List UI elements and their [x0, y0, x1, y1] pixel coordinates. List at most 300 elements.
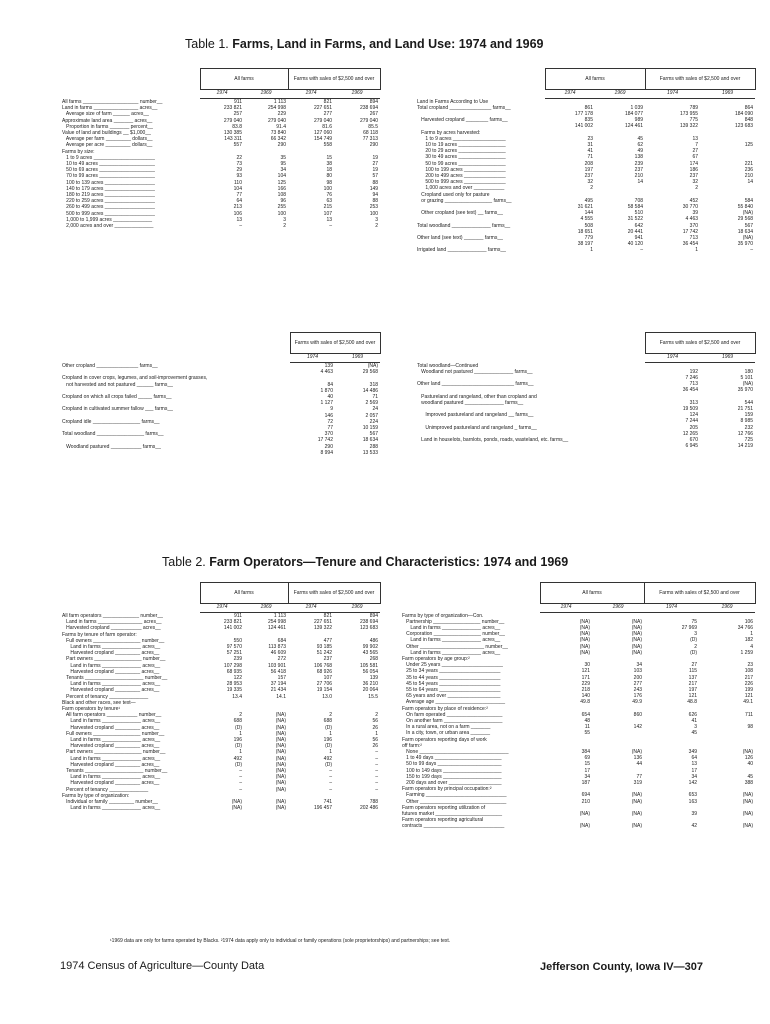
- row-value: 85.5: [368, 123, 379, 130]
- row-value: 4 555: [580, 216, 593, 223]
- row-value: 110: [234, 179, 242, 186]
- row-label: Harvested cropland ________ farms__: [417, 117, 508, 124]
- row-value: 174: [689, 160, 699, 167]
- row-value: 821: [323, 613, 333, 619]
- row-value: 142: [688, 779, 698, 786]
- row-value: 288: [369, 443, 379, 450]
- row-value: 5 101: [740, 374, 754, 381]
- col-all-farms: All farms: [545, 69, 645, 90]
- row-value: 14: [637, 179, 644, 186]
- row-value: 279 040: [267, 117, 287, 124]
- row-value: 17 742: [317, 437, 333, 444]
- row-value: 46 609: [270, 650, 287, 657]
- row-value: 98: [326, 179, 333, 186]
- row-value: (NA): [275, 737, 287, 744]
- row-value: 860: [633, 711, 643, 718]
- row-value: 584: [744, 197, 754, 204]
- row-value: 56 418: [270, 668, 287, 675]
- row-value: 725: [744, 436, 754, 443]
- row-value: 272: [277, 656, 287, 663]
- row-value: (D): [325, 761, 333, 768]
- row-value: 73 840: [270, 130, 287, 137]
- row-value: 848: [744, 117, 754, 124]
- row-value: 29 568: [737, 216, 754, 223]
- row-value: (NA): [631, 811, 643, 817]
- row-value: (NA): [579, 624, 590, 631]
- row-label: Percent of tenancy ______________: [62, 786, 149, 793]
- row-label: Improved pastureland and rangeland __ farms__: [417, 412, 534, 419]
- row-value: 492: [323, 755, 333, 762]
- row-value: 227 651: [313, 105, 333, 112]
- row-value: 62: [637, 141, 644, 148]
- row-label: 30 to 49 acres _________________: [417, 154, 506, 161]
- row-value: 186: [689, 166, 699, 173]
- row-value: 492: [233, 755, 242, 762]
- row-value: 163: [688, 798, 698, 805]
- row-label: 10 to 19 acres _________________: [417, 141, 506, 148]
- row-value: –: [239, 768, 242, 775]
- row-value: 626: [688, 711, 698, 718]
- row-value: (NA): [275, 799, 287, 806]
- row-value: 2: [695, 185, 699, 192]
- row-value: (NA): [742, 210, 754, 217]
- row-label: Woodland not pastured ______________ farms__: [417, 368, 533, 375]
- row-value: 653: [688, 792, 698, 799]
- row-value: (NA): [579, 631, 590, 638]
- row-value: (NA): [742, 792, 754, 799]
- row-value: 290: [369, 142, 379, 149]
- row-value: (NA): [631, 798, 643, 805]
- row-label: Land in farms ______________ acres__: [62, 644, 161, 651]
- table-row: [60, 805, 380, 811]
- row-value: 40: [327, 394, 333, 401]
- row-value: (NA): [231, 805, 242, 812]
- row-value: (NA): [631, 631, 643, 638]
- row-value: 233 821: [223, 619, 242, 626]
- row-value: 142: [633, 724, 643, 731]
- row-value: 2: [694, 643, 698, 650]
- row-value: 125: [744, 141, 754, 148]
- row-label: Farm operators by age group:²: [402, 655, 470, 662]
- row-value: (NA): [742, 234, 754, 241]
- row-value: 126: [744, 755, 754, 762]
- row-value: 88: [372, 198, 379, 205]
- row-label: or grazing _________________ farms__: [417, 197, 512, 204]
- row-label: 1,000 acres and over ___________: [417, 185, 505, 192]
- row-value: (D): [235, 743, 242, 750]
- row-label: Farm operators by tenure¹: [62, 706, 121, 713]
- row-value: (NA): [275, 749, 287, 756]
- row-label: 35 to 44 years ______________________: [402, 674, 501, 681]
- row-value: 861: [584, 104, 593, 111]
- row-value: 51 242: [316, 650, 333, 657]
- row-label: Harvested cropland _________ acres__: [62, 650, 160, 657]
- row-label: Land in farms ______________ acres__: [402, 637, 501, 644]
- row-value: –: [375, 761, 379, 768]
- row-label: 20 to 29 acres _________________: [417, 148, 506, 155]
- row-value: 34 766: [737, 624, 754, 631]
- row-value: 130 385: [223, 130, 242, 137]
- row-value: 64: [236, 198, 242, 205]
- row-value: –: [375, 755, 379, 762]
- table-row: [60, 450, 380, 456]
- row-value: 239: [634, 160, 644, 167]
- row-value: 7: [695, 141, 699, 148]
- row-value: 104: [277, 173, 287, 180]
- row-value: 49: [637, 148, 644, 155]
- row-value: 77: [636, 773, 643, 780]
- row-label: Approximate land area _______ acres__: [62, 117, 153, 124]
- row-value: 684: [277, 637, 287, 644]
- row-value: 15: [326, 154, 333, 161]
- year-row: 1974 1969: [415, 354, 755, 363]
- row-value: 36 210: [362, 681, 379, 688]
- row-value: 31: [587, 141, 593, 148]
- row-value: 708: [634, 197, 644, 204]
- row-value: (NA): [275, 786, 287, 793]
- row-value: 14: [747, 179, 754, 186]
- row-value: 27: [692, 148, 699, 155]
- row-value: 137: [688, 674, 698, 681]
- row-value: 217: [744, 674, 754, 681]
- row-value: 200: [633, 674, 643, 681]
- row-value: –: [375, 786, 379, 793]
- row-value: 72: [327, 418, 333, 425]
- row-label: Land in farms ______________ acres__: [402, 624, 501, 631]
- row-value: 45: [747, 773, 754, 780]
- row-value: 1: [750, 631, 754, 638]
- row-value: 237: [634, 166, 644, 173]
- row-value: 13.0: [322, 693, 333, 700]
- row-label: Average per acre _________ dollars__: [62, 142, 153, 149]
- row-value: 196 457: [313, 805, 333, 812]
- row-value: 55 840: [737, 203, 754, 210]
- row-label: Black and other races, see text—: [62, 699, 136, 706]
- row-value: 894: [369, 613, 379, 619]
- row-value: 1: [329, 730, 333, 737]
- row-value: 8 985: [740, 418, 754, 425]
- row-label: 500 to 999 acres _______________: [417, 179, 506, 186]
- table1-label: Table 1.: [185, 37, 229, 51]
- row-value: 237: [584, 172, 593, 179]
- row-label: Harvested cropland _________ acres__: [62, 724, 160, 731]
- row-value: 177 178: [574, 110, 593, 117]
- row-value: 23: [587, 135, 593, 142]
- row-value: (NA): [742, 798, 754, 805]
- row-value: 66 342: [270, 136, 287, 143]
- row-value: 121: [688, 693, 698, 700]
- row-label: Other _______________________ number__: [402, 643, 508, 650]
- row-label: Corporation _________________ number__: [402, 631, 505, 638]
- row-label: 100 to 139 acres __________________: [62, 179, 155, 186]
- table1-title-text: Farms, Land in Farms, and Land Use: 1974 and 1969: [232, 37, 544, 51]
- row-value: 29: [236, 167, 242, 174]
- row-label: Farms by tenure of farm operator:: [62, 631, 137, 638]
- row-value: 1: [239, 730, 242, 737]
- row-label: Harvested cropland _________ acres__: [62, 687, 160, 694]
- row-value: 121: [744, 693, 754, 700]
- row-value: 41: [587, 148, 593, 155]
- row-value: 23: [747, 662, 754, 669]
- row-value: 100: [369, 210, 379, 217]
- row-value: (NA): [631, 624, 643, 631]
- row-value: 32: [587, 179, 593, 186]
- row-label: Total cropland _______________ farms__: [417, 104, 511, 111]
- row-value: 1 113: [273, 99, 287, 105]
- row-value: 277: [323, 111, 333, 118]
- row-value: 21 434: [270, 687, 287, 694]
- row-value: 741: [323, 799, 333, 806]
- row-label: All farm operators _____________ number__: [62, 612, 163, 619]
- row-value: 205: [689, 424, 698, 431]
- row-value: 39: [691, 811, 698, 817]
- row-value: 670: [689, 436, 698, 443]
- row-value: 19 154: [316, 687, 333, 694]
- row-label: woodland pastured ______________ farms__: [417, 399, 524, 406]
- row-label: Cropland idle _________________ farms__: [62, 418, 160, 425]
- col-sales: Farms with sales of $2,500 and over: [645, 333, 755, 354]
- row-label: Percent of tenancy ______________: [62, 693, 149, 700]
- row-value: (NA): [275, 761, 287, 768]
- col-all-farms: All farms: [200, 583, 288, 604]
- row-label: Harvested cropland _________ acres__: [62, 780, 160, 787]
- row-value: 139 322: [313, 625, 333, 632]
- row-value: 237: [689, 172, 699, 179]
- row-label: Land in farms ______________ acres__: [62, 718, 161, 725]
- table2-footnote: ¹1969 data are only for farms operated by Blacks. ²1974 data apply only to individual or family operations (sole proprietorships) and partnerships; see text.: [110, 938, 451, 944]
- row-value: 123 683: [734, 123, 754, 130]
- row-value: 3: [694, 724, 698, 731]
- row-label: All farms ____________________ number__: [62, 98, 163, 105]
- row-value: 4 463: [685, 216, 699, 223]
- row-value: 27: [372, 161, 379, 168]
- row-label: Farm operators by place of residence:²: [402, 705, 488, 712]
- row-value: 1 113: [273, 613, 287, 619]
- row-label: Part owners _________________ number__: [62, 656, 166, 663]
- row-value: 14 219: [737, 443, 754, 450]
- row-label: off farm:²: [402, 742, 422, 749]
- row-value: 243: [633, 686, 643, 693]
- row-value: 81.6: [322, 123, 333, 130]
- row-value: 139: [369, 675, 379, 682]
- row-value: 176: [633, 693, 643, 700]
- row-value: –: [375, 774, 379, 781]
- row-label: Irrigated land ______________ farms__: [417, 247, 506, 254]
- row-value: 279 040: [223, 117, 242, 124]
- row-value: –: [239, 786, 242, 793]
- row-value: 106: [233, 210, 242, 217]
- row-label: Land in farms ______________ acres__: [62, 805, 161, 812]
- row-value: 279 040: [359, 117, 379, 124]
- row-value: 835: [584, 117, 593, 124]
- row-value: 91.4: [276, 123, 287, 130]
- row-value: 77: [236, 192, 242, 199]
- row-value: 14 486: [362, 387, 379, 394]
- row-value: –: [329, 223, 333, 230]
- row-value: 208: [584, 160, 593, 167]
- row-value: 71: [372, 394, 379, 401]
- row-label: 70 to 99 acres ____________________: [62, 173, 155, 180]
- row-value: 17 742: [682, 228, 699, 235]
- row-value: 238 694: [359, 619, 379, 626]
- row-value: 56 054: [362, 668, 379, 675]
- row-value: (NA): [631, 643, 643, 650]
- row-value: 56: [372, 718, 379, 725]
- row-value: 68 926: [316, 668, 333, 675]
- row-value: 349: [688, 748, 698, 755]
- row-value: 108: [277, 192, 287, 199]
- row-value: 544: [744, 399, 754, 406]
- row-value: 17: [691, 767, 698, 774]
- row-value: 49.1: [743, 699, 754, 706]
- row-value: 197: [688, 686, 698, 693]
- row-value: 197: [584, 166, 593, 173]
- row-value: 28 953: [226, 681, 242, 688]
- row-value: 83.8: [232, 123, 242, 130]
- row-label: Other cropland (see text) __ farms__: [417, 210, 503, 217]
- table2-title: [162, 555, 568, 569]
- row-value: 15.5: [368, 693, 379, 700]
- row-value: 36 454: [682, 387, 698, 394]
- row-label: Harvested cropland _________ acres__: [62, 761, 160, 768]
- row-value: 788: [369, 799, 379, 806]
- row-value: 38 197: [577, 241, 593, 248]
- row-label: 220 to 259 acres __________________: [62, 198, 155, 205]
- row-value: 567: [744, 222, 754, 229]
- row-value: 2: [590, 185, 593, 192]
- row-value: 237: [323, 656, 333, 663]
- row-value: (NA): [275, 755, 287, 762]
- row-value: 48.8: [687, 699, 698, 706]
- row-label: Part owners _________________ number__: [62, 749, 166, 756]
- row-label: futures market ________________________: [402, 811, 503, 817]
- row-value: –: [239, 780, 242, 787]
- row-value: 27 969: [681, 624, 698, 631]
- table1-left-upper: [60, 68, 381, 229]
- row-value: 136: [633, 755, 643, 762]
- row-value: 713: [689, 381, 698, 388]
- row-value: 141 002: [223, 625, 242, 632]
- row-value: 180: [744, 368, 754, 375]
- row-label: Partnership _________________ number__: [402, 618, 505, 625]
- row-label: Farm operators by principal occupation:²: [402, 786, 492, 793]
- year-row: 1974 1969 1974 1969: [60, 604, 380, 613]
- row-label: Farms by type of organization:: [62, 792, 130, 799]
- row-label: On another farm _____________________: [402, 717, 503, 724]
- row-value: 254 998: [267, 619, 287, 626]
- row-value: (NA): [275, 724, 287, 731]
- row-label: Farming _____________________________: [402, 792, 507, 799]
- row-label: 140 to 179 acres __________________: [62, 185, 155, 192]
- row-value: 1 870: [320, 387, 333, 394]
- row-value: 57 251: [226, 650, 242, 657]
- row-label: None ________________________________: [402, 748, 509, 755]
- row-value: 713: [689, 234, 699, 241]
- row-value: 93 185: [316, 644, 333, 651]
- row-value: 100: [323, 185, 333, 192]
- row-label: 1 to 49 days ________________________: [402, 755, 502, 762]
- table2-label: Table 2.: [162, 555, 206, 569]
- row-value: (NA): [367, 363, 379, 369]
- row-value: (NA): [231, 799, 242, 806]
- row-value: 495: [584, 197, 593, 204]
- row-value: 184 077: [624, 110, 644, 117]
- row-value: 217: [688, 680, 698, 687]
- row-label: Cropland used only for pasture: [417, 191, 490, 198]
- row-value: 694: [581, 792, 590, 799]
- row-value: 30 770: [682, 203, 699, 210]
- row-value: 2: [239, 712, 242, 719]
- row-value: 124: [689, 412, 698, 419]
- row-label: 1,000 to 1,999 acres ______________: [62, 216, 153, 223]
- row-value: 63: [326, 198, 333, 205]
- row-value: (D): [690, 637, 698, 644]
- row-value: 108: [744, 668, 754, 675]
- row-value: 143 311: [224, 136, 242, 143]
- row-value: 22: [236, 154, 242, 161]
- row-label: 260 to 499 acres __________________: [62, 204, 155, 211]
- row-label: Tenants _____________________ number__: [62, 675, 168, 682]
- row-label: Unimproved pastureland and rangeland _ farms__: [417, 424, 537, 431]
- row-value: 254 998: [267, 105, 287, 112]
- row-value: 67: [692, 154, 699, 161]
- row-value: 224: [369, 418, 379, 425]
- row-value: 146: [324, 412, 333, 419]
- row-value: 12 265: [682, 430, 698, 437]
- row-value: (D): [325, 743, 333, 750]
- row-value: 13: [326, 216, 333, 223]
- year-row: 1974 1969 1974 1969: [60, 90, 380, 99]
- row-value: 558: [323, 142, 333, 149]
- row-label: 10 to 49 acres ____________________: [62, 161, 155, 168]
- row-value: (D): [325, 724, 333, 731]
- row-label: 200 days and over ___________________: [402, 779, 502, 786]
- table-row: [60, 99, 380, 106]
- row-value: (D): [690, 649, 698, 656]
- row-value: 97 570: [226, 644, 242, 651]
- row-value: 213: [233, 204, 242, 211]
- row-value: 1 259: [740, 649, 754, 656]
- row-value: 510: [634, 210, 644, 217]
- row-value: 688: [323, 718, 333, 725]
- row-value: –: [329, 780, 333, 787]
- row-label: Farms by size:: [62, 148, 95, 155]
- row-value: 10 159: [362, 425, 379, 432]
- row-value: 35 970: [737, 387, 754, 394]
- row-value: 34: [636, 662, 643, 669]
- row-value: 775: [689, 117, 699, 124]
- row-label: Harvested cropland ___________ acres__: [62, 625, 161, 632]
- row-label: Cropland on which all crops failed _____ farms__: [62, 394, 172, 401]
- row-value: 11: [584, 724, 590, 731]
- row-value: (NA): [275, 805, 287, 812]
- row-value: (NA): [275, 768, 287, 775]
- row-value: 2: [375, 712, 379, 719]
- row-value: 55: [584, 730, 590, 737]
- row-value: 370: [689, 222, 699, 229]
- row-label: Farms by acres harvested:: [417, 129, 481, 136]
- row-value: 43 565: [362, 650, 379, 657]
- row-value: 1: [590, 247, 593, 254]
- row-value: 779: [584, 234, 593, 241]
- row-value: 75: [691, 618, 698, 625]
- row-value: 894: [369, 99, 379, 105]
- row-value: 3: [283, 216, 287, 223]
- year-row: 1974 1969 1974 1969: [400, 604, 755, 613]
- row-value: (NA): [742, 381, 754, 388]
- row-value: 1: [375, 730, 379, 737]
- row-value: 42: [691, 823, 698, 830]
